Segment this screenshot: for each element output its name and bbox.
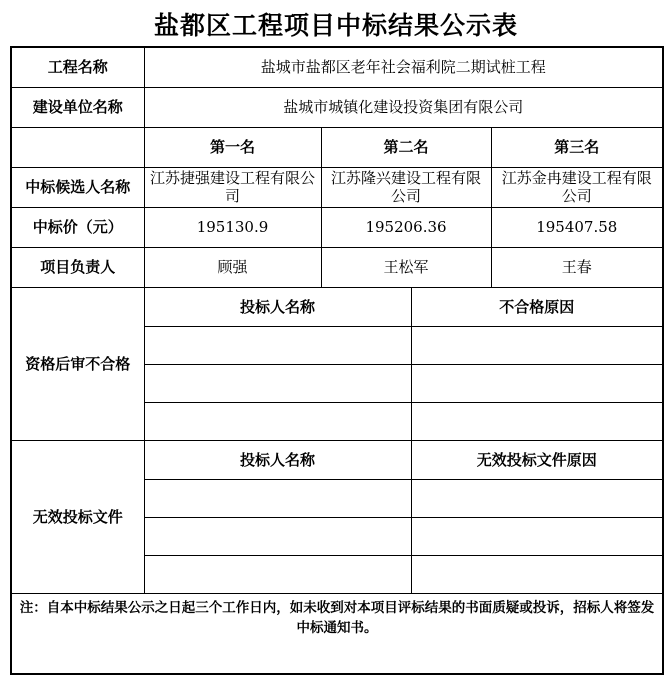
row-owner-name <box>11 87 663 127</box>
candidate-second-value: 江苏隆兴建设工程有限公司 <box>321 167 491 208</box>
rank-second-header: 第二名 <box>321 127 491 167</box>
empty-cell <box>144 403 411 441</box>
owner-name-value: 盐城市城镇化建设投资集团有限公司 <box>144 87 663 127</box>
row-project-name <box>11 47 663 87</box>
empty-cell <box>411 480 663 518</box>
empty-cell <box>411 403 663 441</box>
project-manager-label: 项目负责人 <box>11 248 144 288</box>
row-postqual-header <box>11 288 663 327</box>
empty-cell <box>411 518 663 556</box>
page-title: 盐都区工程项目中标结果公示表 <box>153 11 518 40</box>
bid-price-second-value: 195206.36 <box>321 208 491 248</box>
row-candidates <box>11 167 663 208</box>
bid-result-table <box>10 46 664 675</box>
invalid-bid-label: 无效投标文件 <box>11 441 144 594</box>
project-name-value: 盐城市盐都区老年社会福利院二期试桩工程 <box>144 47 663 87</box>
postqual-bidder-header: 投标人名称 <box>144 288 411 327</box>
candidate-third-value: 江苏金冉建设工程有限公司 <box>491 167 663 208</box>
empty-cell <box>411 327 663 365</box>
invalidbid-bidder-header: 投标人名称 <box>144 441 411 480</box>
note-text: 注：自本中标结果公示之日起三个工作日内，如未收到对本项目评标结果的书面质疑或投诉，招标人将签发中标通知书。 <box>11 594 663 674</box>
row-rank-headers <box>11 127 663 167</box>
post-qualification-label: 资格后审不合格 <box>11 288 144 441</box>
empty-cell <box>411 556 663 594</box>
manager-third-value: 王春 <box>491 248 663 288</box>
rank-first-header: 第一名 <box>144 127 321 167</box>
row-note <box>11 594 663 674</box>
project-name-label: 工程名称 <box>11 47 144 87</box>
empty-cell <box>144 556 411 594</box>
row-invalidbid-header <box>11 441 663 480</box>
empty-cell <box>411 365 663 403</box>
bid-price-third-value: 195407.58 <box>491 208 663 248</box>
empty-label-cell <box>11 127 144 167</box>
invalidbid-reason-header: 无效投标文件原因 <box>411 441 663 480</box>
row-bid-price <box>11 208 663 248</box>
owner-name-label: 建设单位名称 <box>11 87 144 127</box>
empty-cell <box>144 518 411 556</box>
manager-second-value: 王松军 <box>321 248 491 288</box>
candidate-first-value: 江苏捷强建设工程有限公司 <box>144 167 321 208</box>
postqual-reason-header: 不合格原因 <box>411 288 663 327</box>
empty-cell <box>144 365 411 403</box>
empty-cell <box>144 327 411 365</box>
empty-cell <box>144 480 411 518</box>
bid-price-label: 中标价（元） <box>11 208 144 248</box>
bid-price-first-value: 195130.9 <box>144 208 321 248</box>
manager-first-value: 顾强 <box>144 248 321 288</box>
candidates-label: 中标候选人名称 <box>11 167 144 208</box>
row-project-manager <box>11 248 663 288</box>
rank-third-header: 第三名 <box>491 127 663 167</box>
